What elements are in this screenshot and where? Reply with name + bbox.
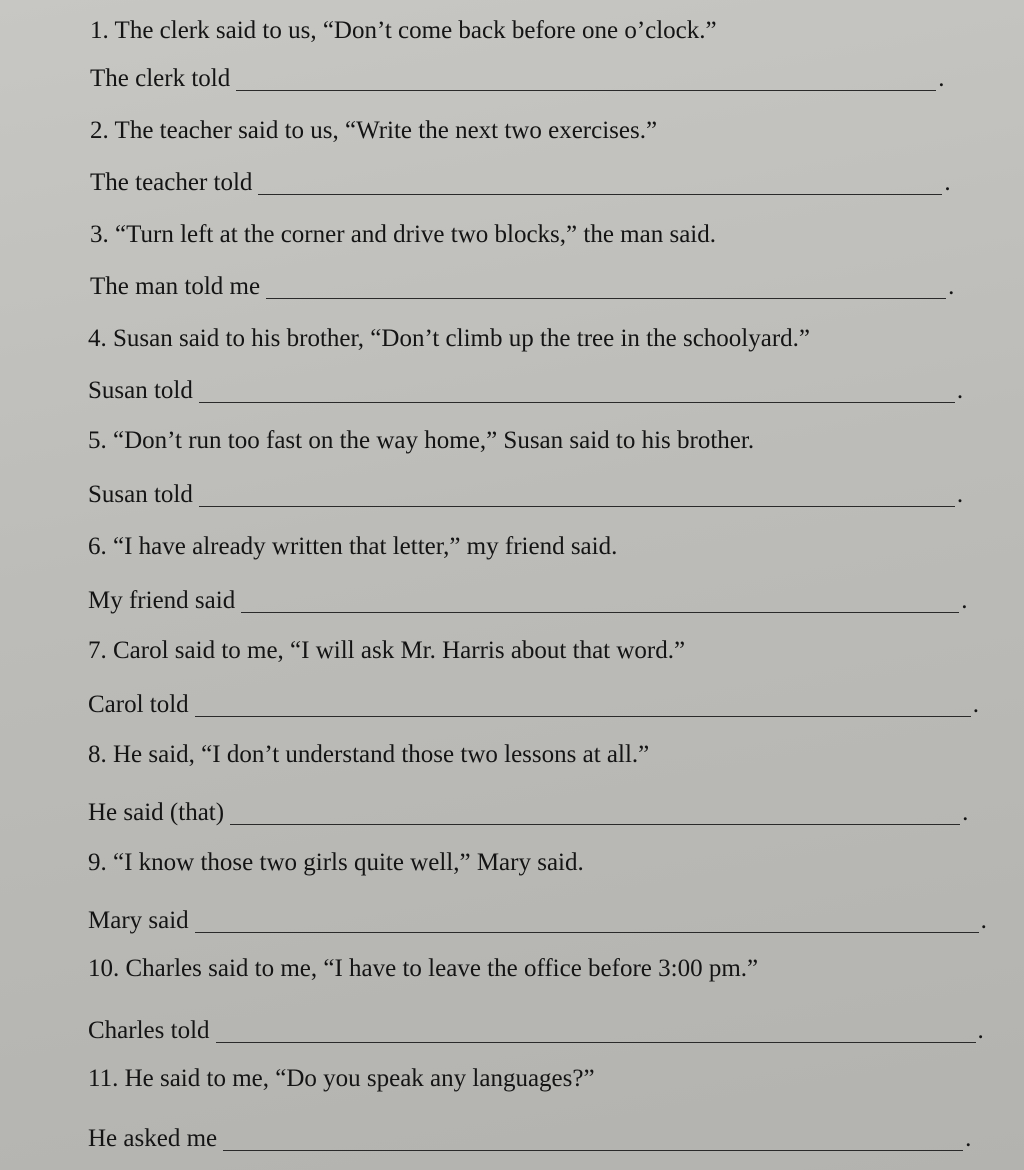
- answer-prompt-2: The teacher told: [90, 169, 253, 196]
- answer-prompt-7: Carol told: [88, 691, 189, 718]
- answer-end-4: .: [956, 377, 964, 404]
- answer-prompt-1: The clerk told: [90, 65, 231, 92]
- answer-prompt-4: Susan told: [88, 377, 193, 404]
- question-11: 11. He said to me, “Do you speak any languages?”: [88, 1065, 595, 1092]
- answer-prompt-10: Charles told: [88, 1017, 210, 1044]
- question-7: 7. Carol said to me, “I will ask Mr. Harris about that word.”: [88, 637, 686, 664]
- answer-end-8: .: [962, 799, 969, 826]
- answer-prompt-3: The man told me: [90, 273, 261, 300]
- answer-prompt-9: Mary said: [88, 907, 189, 934]
- answer-prompt-11: He asked me: [88, 1125, 218, 1152]
- answer-prompt-5: Susan told: [88, 481, 193, 508]
- answer-end-9: .: [980, 907, 987, 934]
- answer-row-11: [88, 1126, 971, 1151]
- answer-end-7: .: [972, 691, 979, 718]
- question-10: 10. Charles said to me, “I have to leave the office before 3:00 pm.”: [88, 955, 759, 982]
- answer-end-11: .: [965, 1125, 972, 1152]
- question-6: 6. “I have already written that letter,” my friend said.: [88, 533, 618, 560]
- answer-row-9: [88, 908, 987, 933]
- answer-row-8: [88, 800, 968, 825]
- question-4: 4. Susan said to his brother, “Don’t climb up the tree in the schoolyard.”: [88, 325, 810, 352]
- question-1: 1. The clerk said to us, “Don’t come back before one o’clock.”: [90, 17, 717, 44]
- answer-blank-5[interactable]: [199, 484, 955, 507]
- answer-end-3: .: [948, 273, 955, 300]
- answer-end-6: .: [961, 587, 968, 614]
- answer-row-6: [88, 588, 967, 613]
- answer-blank-9[interactable]: [195, 910, 979, 933]
- question-2: 2. The teacher said to us, “Write the next two exercises.”: [90, 117, 658, 144]
- answer-row-3: [90, 274, 954, 299]
- question-5: 5. “Don’t run too fast on the way home,” Susan said to his brother.: [88, 427, 755, 454]
- question-9: 9. “I know those two girls quite well,” Mary said.: [88, 849, 584, 876]
- answer-blank-10[interactable]: [216, 1020, 976, 1043]
- question-3: 3. “Turn left at the corner and drive two blocks,” the man said.: [90, 221, 716, 248]
- question-8: 8. He said, “I don’t understand those two lessons at all.”: [88, 741, 650, 768]
- answer-end-1: .: [938, 65, 945, 92]
- answer-row-7: [88, 692, 979, 717]
- answer-blank-3[interactable]: [266, 276, 946, 299]
- answer-row-2: [90, 170, 951, 195]
- answer-row-10: [88, 1018, 984, 1043]
- answer-end-5: .: [956, 481, 964, 508]
- answer-row-1: [90, 66, 944, 91]
- answer-blank-7[interactable]: [195, 694, 971, 717]
- answer-row-4: [88, 378, 963, 403]
- answer-blank-4[interactable]: [199, 380, 955, 403]
- answer-blank-6[interactable]: [241, 590, 959, 613]
- answer-prompt-6: My friend said: [88, 587, 236, 614]
- answer-prompt-8: He said (that): [88, 799, 225, 826]
- answer-blank-8[interactable]: [230, 802, 960, 825]
- answer-blank-11[interactable]: [223, 1128, 963, 1151]
- answer-row-5: [88, 482, 963, 507]
- answer-blank-1[interactable]: [236, 68, 936, 91]
- answer-end-10: .: [977, 1017, 984, 1044]
- answer-blank-2[interactable]: [258, 172, 942, 195]
- answer-end-2: .: [944, 169, 951, 196]
